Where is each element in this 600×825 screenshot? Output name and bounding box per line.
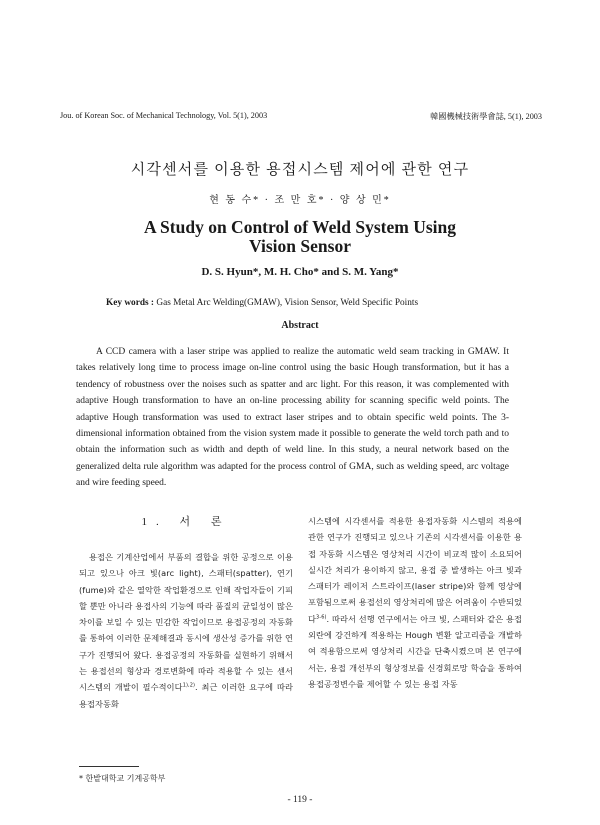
korean-authors: 현 동 수* · 조 만 호* · 양 상 민* — [209, 195, 391, 206]
left-column — [79, 513, 293, 712]
english-title-line2: Vision Sensor — [249, 236, 351, 256]
running-head-left: Jou. of Korean Soc. of Mechanical Technology, Vol. 5(1), 2003 — [60, 111, 268, 120]
right-column-text-end: . 따라서 선행 연구에서는 아크 빛, 스패터와 같은 용접 외란에 강건하게 적용하는 Hough 변환 알고리즘을 개발하여 적용함으로써 영상처리 시간을 단축시켰으며 본 연구에서는, 용접 개선부의 형상정보를 신경회로망 학습을 통하여 용접공정변수를 제어할 수 있는 용접 자동 — [308, 613, 522, 689]
footnote-affiliation: * 한밭대학교 기계공학부 — [79, 774, 166, 783]
abstract-heading: Abstract — [281, 320, 319, 331]
section-heading-introduction: 1. 서 론 — [141, 516, 231, 528]
running-head-right: 韓國機械技術學會誌, 5(1), 2003 — [430, 112, 542, 121]
right-column-text: 시스템에 시각센서를 적용한 용접자동화 시스템의 적용에 관한 연구가 진행되고 있으나 기존의 시각센서를 이용한 용접 자동화 시스템은 영상처리 시간이 비교적 많이 소요되어 실시간 처리가 용이하지 않고, 용접 중 발생하는 아크 빛과 스패터가 레이저 스트라이프(laser stripe)와 함께 영상에 포함됨으로써 용접선의 영상처리에 많은 어려움이 수반되었다 — [308, 516, 522, 624]
english-title-line1: A Study on Control of Weld System Using — [144, 217, 456, 237]
running-head — [60, 111, 542, 122]
keywords — [106, 298, 560, 308]
right-column-citation: 3-6) — [316, 614, 327, 621]
left-column-paragraph — [79, 549, 293, 712]
english-authors: D. S. Hyun*, M. H. Cho* and S. M. Yang* — [201, 266, 399, 278]
left-column-citation: 1),2) — [182, 682, 196, 689]
footnote-rule — [79, 766, 139, 767]
right-column — [308, 513, 522, 692]
korean-title: 시각센서를 이용한 용접시스템 제어에 관한 연구 — [130, 162, 470, 178]
english-title — [0, 218, 600, 256]
keywords-label: Key words : — [106, 298, 157, 308]
left-column-text-end: . 최근 이러한 요구에 따라 용접자동화 — [79, 682, 293, 709]
left-column-text: 용접은 기계산업에서 부품의 결합을 위한 공정으로 이용되고 있으나 아크 빛(arc light), 스패터(spatter), 연기(fume)와 같은 열악한 작업환경으로 인해 작업자들이 기피할 뿐만 아니라 용접사의 기능에 따라 품질의 균일성이 많은 차이를 보일 수 있는 민감한 작업이므로 용접공정의 자동화를 통하여 이러한 문제해결과 동시에 생산성 증가를 위한 연구가 진행되어 왔다. 용접공정의 자동화를 실현하기 위해서는 용접선의 형상과 경로변화에 따라 적용할 수 있는 센서 시스템의 개발이 필수적이다 — [79, 552, 293, 693]
right-column-paragraph — [308, 513, 522, 692]
page-number: - 119 - — [287, 795, 313, 805]
keywords-text: Gas Metal Arc Welding(GMAW), Vision Sensor, Weld Specific Points — [156, 298, 419, 308]
abstract-text: A CCD camera with a laser stripe was applied to realize the automatic weld seam tracking in GMAW. It takes relatively long time to process image on-line control using the basic Hough transformation, but it has a tendency of robustness over the noises such as spatter and arc light. For this reason, it was complemented with adaptive Hough transformation to have an on-line processing ability for scanning specific weld points. The adaptive Hough transformation was used to extract laser stripes and to obtain specific weld points. The 3-dimensional information obtained from the vision system made it possible to generate the weld torch path and to obtain the information such as width and depth of weld line. In this study, a neural network based on the generalized delta rule algorithm was adapted for the process control of GMA, such as welding speed, arc voltage and wire feeding speed. — [76, 347, 509, 489]
